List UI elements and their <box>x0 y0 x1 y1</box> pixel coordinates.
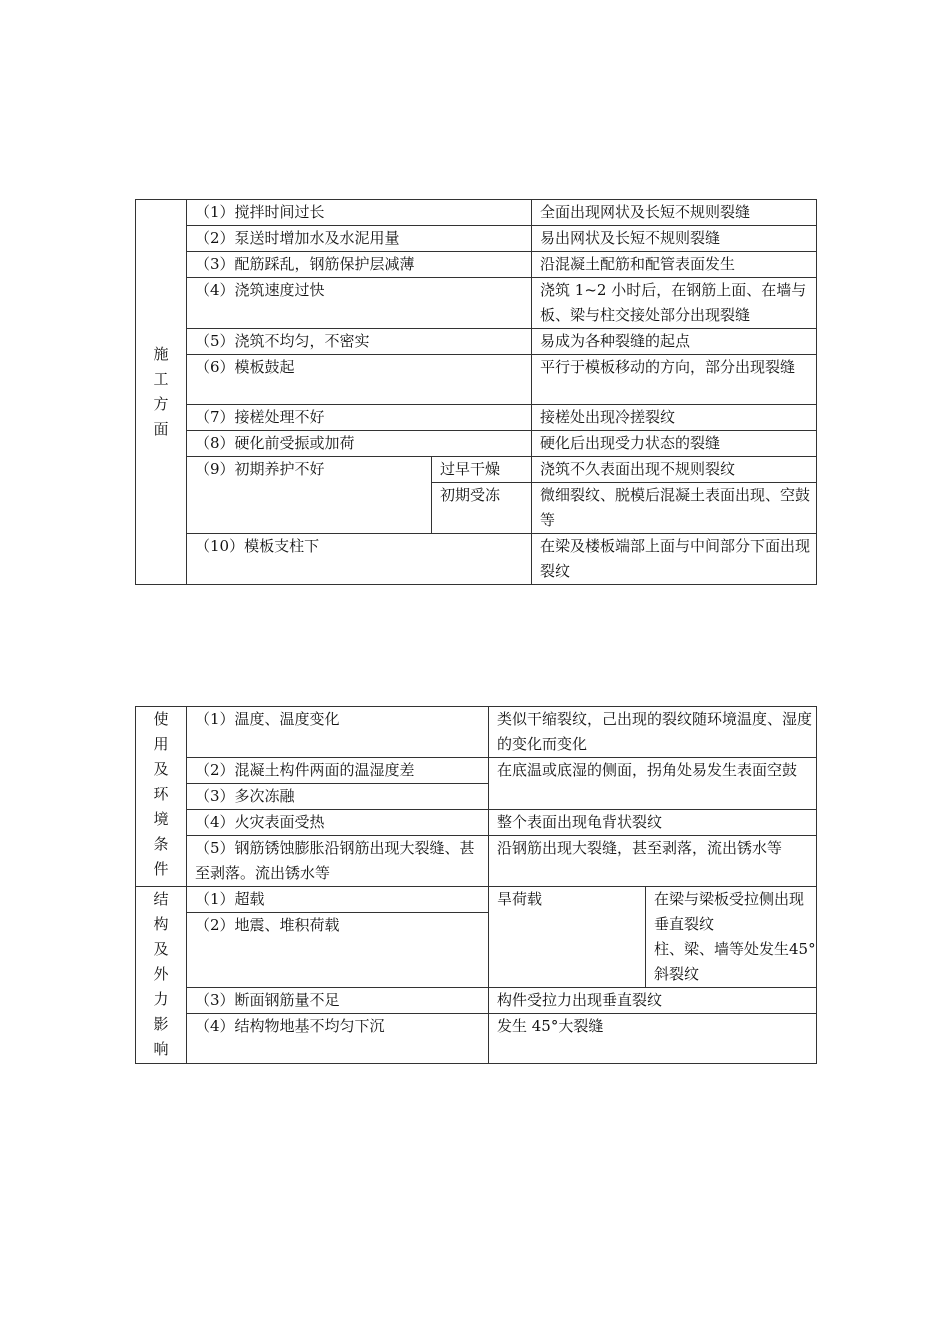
cause-cell: （4）浇筑速度过快 <box>187 278 532 329</box>
effect-cell: 发生 45°大裂缝 <box>489 1014 817 1064</box>
sub-label-cell: 过早干燥 <box>432 457 532 483</box>
effect-cell: 易出网状及长短不规则裂缝 <box>532 226 817 252</box>
effect-cell: 整个表面出现龟背状裂纹 <box>489 810 817 836</box>
effect-right-cell: 在梁与梁板受拉侧出现垂直裂纹 柱、梁、墙等处发生45°斜裂纹 <box>646 887 817 988</box>
category-construction: 施工方面 <box>136 200 187 585</box>
effect-cell: 类似干缩裂纹，己出现的裂纹随环境温度、湿度的变化而变化 <box>489 707 817 758</box>
environment-structure-table <box>135 706 817 1064</box>
effect-cell: 沿钢筋出现大裂缝，甚至剥落，流出锈水等 <box>489 836 817 887</box>
cause-cell: （5）浇筑不均匀，不密实 <box>187 329 532 355</box>
cause-cell: （1）温度、温度变化 <box>187 707 489 758</box>
cause-cell: （9）初期养护不好 <box>187 457 432 534</box>
cause-cell: （8）硬化前受振或加荷 <box>187 431 532 457</box>
effect-cell: 全面出现网状及长短不规则裂缝 <box>532 200 817 226</box>
effect-cell: 沿混凝土配筋和配管表面发生 <box>532 252 817 278</box>
effect-cell: 浇筑不久表面出现不规则裂纹 <box>532 457 817 483</box>
effect-cell: 浇筑 1~2 小时后，在钢筋上面、在墙与板、梁与柱交接处部分出现裂缝 <box>532 278 817 329</box>
effect-cell: 接槎处出现冷搓裂纹 <box>532 405 817 431</box>
cause-cell: （4）结构物地基不均匀下沉 <box>187 1014 489 1064</box>
cause-cell: （4）火灾表面受热 <box>187 810 489 836</box>
effect-cell: 平行于模板移动的方向，部分出现裂缝 <box>532 355 817 405</box>
cause-cell: （3）配筋踩乱，钢筋保护层减薄 <box>187 252 532 278</box>
construction-cracks-table <box>135 199 817 585</box>
effect-cell: 在梁及楼板端部上面与中间部分下面出现裂纹 <box>532 534 817 585</box>
cause-cell: （6）模板鼓起 <box>187 355 532 405</box>
effect-cell: 构件受拉力出现垂直裂纹 <box>489 988 817 1014</box>
cause-cell: （10）模板支柱下 <box>187 534 532 585</box>
category-environment: 使用及环境条件 <box>136 707 187 887</box>
effect-cell: 微细裂纹、脱模后混凝土表面出现、空鼓等 <box>532 483 817 534</box>
cause-cell: （5）钢筋锈蚀膨胀沿钢筋出现大裂缝、甚至剥落。流出锈水等 <box>187 836 489 887</box>
cause-cell: （7）接槎处理不好 <box>187 405 532 431</box>
cause-cell: （2）地震、堆积荷载 <box>187 913 489 988</box>
effect-cell: 硬化后出现受力状态的裂缝 <box>532 431 817 457</box>
cause-cell: （3）断面钢筋量不足 <box>187 988 489 1014</box>
cause-cell: （2）混凝土构件两面的温湿度差 <box>187 758 489 784</box>
effect-cell: 在底温或底湿的侧面，拐角处易发生表面空鼓 <box>489 758 817 810</box>
sub-label-cell: 初期受冻 <box>432 483 532 534</box>
effect-cell: 易成为各种裂缝的起点 <box>532 329 817 355</box>
category-structure: 结构及外力影响 <box>136 887 187 1064</box>
cause-cell: （2）泵送时增加水及水泥用量 <box>187 226 532 252</box>
cause-cell: （1）搅拌时间过长 <box>187 200 532 226</box>
effect-mid-cell: 旱荷载 <box>489 887 646 988</box>
cause-cell: （1）超载 <box>187 887 489 913</box>
cause-cell: （3）多次冻融 <box>187 784 489 810</box>
